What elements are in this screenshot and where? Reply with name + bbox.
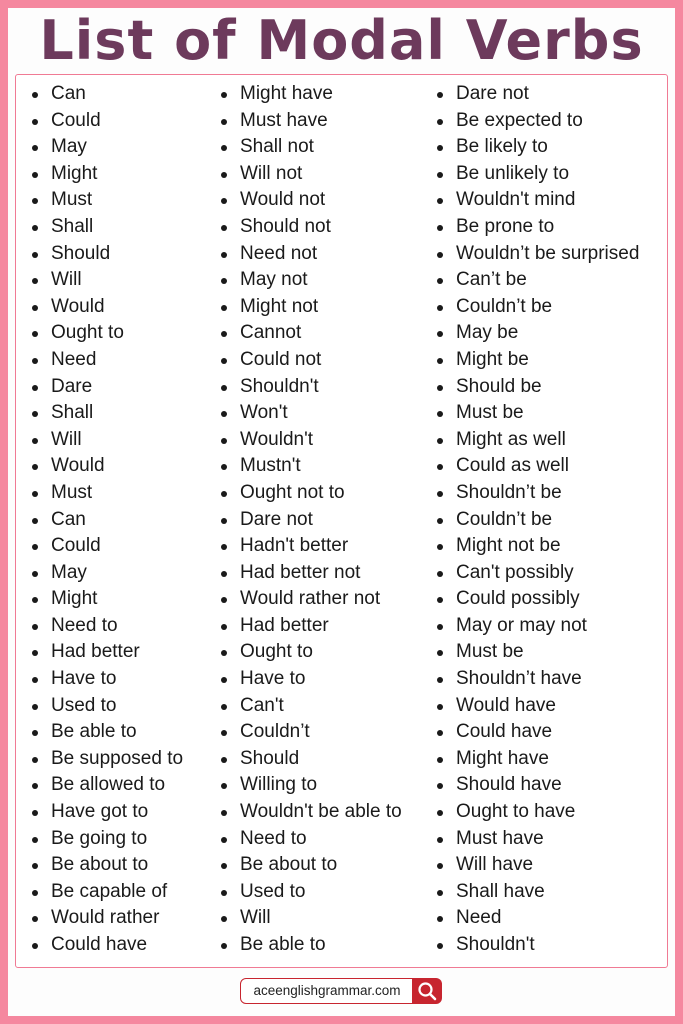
- verb-list-item: Cannot: [219, 320, 402, 347]
- verb-list-item: May not: [219, 267, 402, 294]
- verb-list-item: Would: [30, 453, 183, 480]
- verb-list-item: Can: [30, 507, 183, 534]
- verb-list-item: Dare not: [435, 81, 639, 108]
- verb-list-item: Ought to have: [435, 799, 639, 826]
- verb-list-item: Be able to: [30, 719, 183, 746]
- verb-list-item: Must be: [435, 400, 639, 427]
- verb-list-item: Ought to: [30, 320, 183, 347]
- verb-list-item: Shouldn’t be: [435, 480, 639, 507]
- verb-list-item: Could as well: [435, 453, 639, 480]
- verb-list-item: Wouldn't: [219, 427, 402, 454]
- verb-list-item: Be supposed to: [30, 746, 183, 773]
- verb-list-item: Be going to: [30, 826, 183, 853]
- verb-list-item: Have to: [30, 666, 183, 693]
- verb-list-item: Dare not: [219, 507, 402, 534]
- verb-list-item: Might have: [435, 746, 639, 773]
- verb-list-item: Have got to: [30, 799, 183, 826]
- verb-list-item: Must: [30, 187, 183, 214]
- verb-list-item: Hadn't better: [219, 533, 402, 560]
- verb-list-item: Be prone to: [435, 214, 639, 241]
- verb-list-item: Might be: [435, 347, 639, 374]
- page-title: List of Modal Verbs: [39, 9, 644, 72]
- verb-list-item: May be: [435, 320, 639, 347]
- verb-list-item: Used to: [219, 879, 402, 906]
- verb-list-item: Will have: [435, 852, 639, 879]
- verb-list-item: Wouldn't be able to: [219, 799, 402, 826]
- verb-list-item: Shouldn't: [435, 932, 639, 959]
- verb-list-item: Be able to: [219, 932, 402, 959]
- verb-list-item: Can't possibly: [435, 560, 639, 587]
- verb-list-item: Shall have: [435, 879, 639, 906]
- verb-list-item: Had better: [219, 613, 402, 640]
- search-icon: [417, 981, 437, 1001]
- verb-column-2: [219, 81, 402, 959]
- verb-list-item: Need: [435, 905, 639, 932]
- verb-list-item: Could: [30, 108, 183, 135]
- verb-list-item: Should not: [219, 214, 402, 241]
- verb-list-item: Shall: [30, 400, 183, 427]
- verb-list-item: Mustn't: [219, 453, 402, 480]
- verb-list-item: Would: [30, 294, 183, 321]
- search-button[interactable]: [412, 978, 442, 1004]
- verb-list-item: Had better not: [219, 560, 402, 587]
- verb-list-item: Won't: [219, 400, 402, 427]
- verb-list-item: Must have: [435, 826, 639, 853]
- verb-list-item: Couldn’t: [219, 719, 402, 746]
- verb-list-item: Must: [30, 480, 183, 507]
- verb-list-item: Dare: [30, 374, 183, 401]
- verb-list-item: May: [30, 560, 183, 587]
- verb-list-item: Could have: [30, 932, 183, 959]
- verb-list-item: Have to: [219, 666, 402, 693]
- verb-list-item: Need to: [30, 613, 183, 640]
- verb-list-item: Ought not to: [219, 480, 402, 507]
- verb-list-item: Should: [30, 241, 183, 268]
- verb-list-item: Shouldn't: [219, 374, 402, 401]
- verb-list-item: Might as well: [435, 427, 639, 454]
- verb-list-item: Should be: [435, 374, 639, 401]
- verb-list-item: Would rather: [30, 905, 183, 932]
- verb-list-item: Need to: [219, 826, 402, 853]
- verb-list-item: Be likely to: [435, 134, 639, 161]
- verb-list-item: Willing to: [219, 772, 402, 799]
- verb-list-item: Would rather not: [219, 586, 402, 613]
- verb-column-3: [435, 81, 639, 959]
- site-url[interactable]: aceenglishgrammar.com: [240, 978, 414, 1004]
- verb-list-item: Can’t be: [435, 267, 639, 294]
- verb-list-item: Might not: [219, 294, 402, 321]
- verb-list-item: Could possibly: [435, 586, 639, 613]
- verb-list-item: Can: [30, 81, 183, 108]
- verb-list-item: May or may not: [435, 613, 639, 640]
- verb-list-item: Must have: [219, 108, 402, 135]
- verb-list-item: Shall: [30, 214, 183, 241]
- verb-list-item: Could have: [435, 719, 639, 746]
- verb-list-item: Had better: [30, 639, 183, 666]
- verb-list-item: Be expected to: [435, 108, 639, 135]
- verb-list-item: Shall not: [219, 134, 402, 161]
- verb-column-1: [30, 81, 183, 959]
- verb-list-item: May: [30, 134, 183, 161]
- verb-list-item: Couldn’t be: [435, 294, 639, 321]
- verb-list-item: Must be: [435, 639, 639, 666]
- verb-list-item: Shouldn’t have: [435, 666, 639, 693]
- verb-list-item: Should have: [435, 772, 639, 799]
- verb-list-item: Need: [30, 347, 183, 374]
- verb-list-item: Be about to: [219, 852, 402, 879]
- verb-list-item: Wouldn't mind: [435, 187, 639, 214]
- verb-list-item: Can't: [219, 693, 402, 720]
- verb-list-item: Will: [30, 267, 183, 294]
- verb-list-item: Might: [30, 586, 183, 613]
- verb-list-item: Might not be: [435, 533, 639, 560]
- verb-list-item: Could not: [219, 347, 402, 374]
- verb-list-item: Couldn’t be: [435, 507, 639, 534]
- verb-list-item: Be capable of: [30, 879, 183, 906]
- verb-list-item: Be allowed to: [30, 772, 183, 799]
- verb-list-item: Should: [219, 746, 402, 773]
- verb-list-item: Would not: [219, 187, 402, 214]
- verb-list-item: Ought to: [219, 639, 402, 666]
- verb-list-item: Would have: [435, 693, 639, 720]
- verb-list-item: Be unlikely to: [435, 161, 639, 188]
- verb-list-item: Be about to: [30, 852, 183, 879]
- verb-list-item: Might have: [219, 81, 402, 108]
- verb-list-item: Might: [30, 161, 183, 188]
- site-search-bar: [240, 978, 442, 1004]
- verb-list-item: Will: [30, 427, 183, 454]
- verb-list-item: Will: [219, 905, 402, 932]
- verb-list-item: Could: [30, 533, 183, 560]
- verb-list-item: Need not: [219, 241, 402, 268]
- verb-list-item: Wouldn’t be surprised: [435, 241, 639, 268]
- verb-list-item: Will not: [219, 161, 402, 188]
- verb-list-item: Used to: [30, 693, 183, 720]
